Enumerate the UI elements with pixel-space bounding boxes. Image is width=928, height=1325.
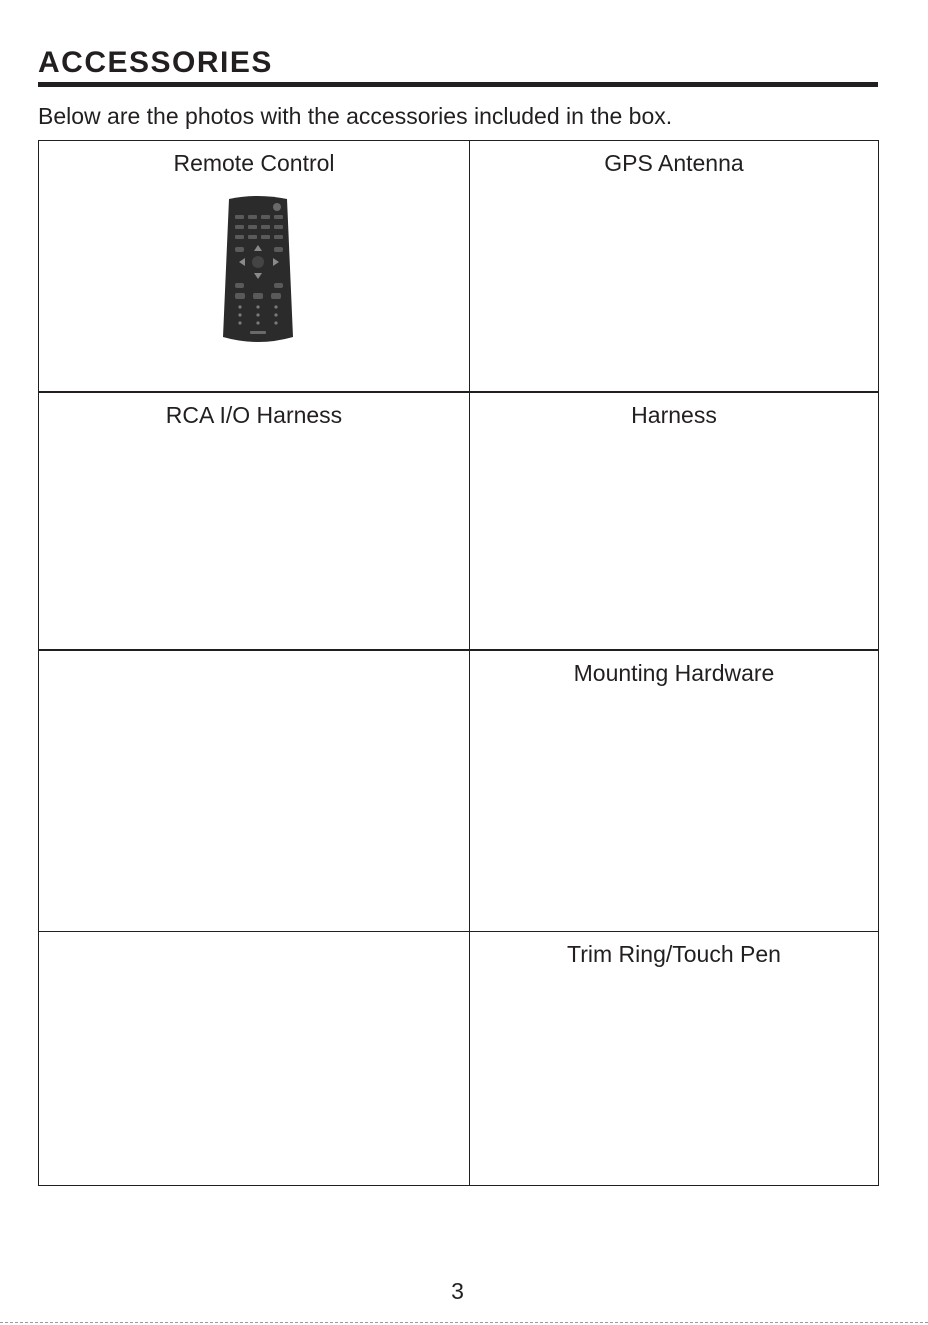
remote-control-icon (223, 195, 293, 345)
accessory-label: GPS Antenna (604, 150, 744, 176)
accessory-cell-remote-control (39, 141, 470, 391)
accessory-label: Mounting Hardware (573, 660, 775, 686)
accessory-cell-empty (39, 932, 470, 1185)
page-edge-divider (0, 1322, 928, 1323)
accessory-cell-harness (470, 393, 878, 649)
table-row (38, 391, 879, 649)
page-number: 3 (451, 1278, 464, 1304)
accessories-table (38, 140, 879, 1186)
table-row (38, 140, 879, 391)
accessory-cell-trim-ring-touch-pen (470, 932, 878, 1185)
accessory-cell-rca-io-harness (39, 393, 470, 649)
table-row (38, 931, 879, 1186)
table-row (38, 649, 879, 931)
intro-text: Below are the photos with the accessories included in the box. (38, 103, 673, 129)
accessory-label: Remote Control (173, 150, 335, 176)
accessory-label: Harness (631, 402, 717, 428)
section-heading: ACCESSORIES (38, 46, 273, 79)
accessory-label: RCA I/O Harness (165, 402, 343, 428)
accessory-label: Trim Ring/Touch Pen (567, 941, 781, 967)
accessory-cell-empty (39, 651, 470, 931)
heading-rule (38, 82, 878, 87)
accessory-cell-gps-antenna (470, 141, 878, 391)
remote-control-image (223, 195, 293, 345)
accessory-cell-mounting-hardware (470, 651, 878, 931)
